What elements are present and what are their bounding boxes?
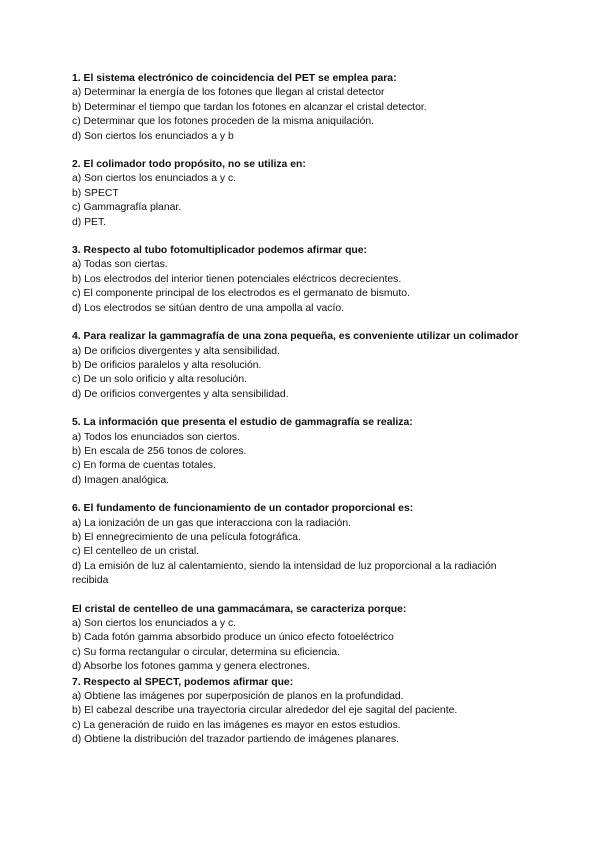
answer-option-a: a) Son ciertos los enunciados a y c. [72,173,237,185]
answer-option-a: a) Todas son ciertas. [72,259,168,271]
question-title: 3. Respecto al tubo fotomultiplicador podemos afirmar que: [72,245,368,257]
answer-option-a: a) La ionización de un gas que interacciona con la radiación. [72,517,351,529]
question-6 [72,502,532,588]
answer-option-c: c) El centelleo de un cristal. [72,546,200,558]
answer-option-a: a) Son ciertos los enunciados a y c. [72,618,237,629]
answer-option-b: b) El cabezal describe una trayectoria circular alrededor del eje sagital del paciente. [72,705,458,717]
question-4 [72,330,532,402]
answer-option-c: c) La generación de ruido en las imágenes es mayor en estos estudios. [72,719,401,731]
question-1 [72,72,532,144]
answer-option-c: c) Determinar que los fotones proceden de la misma aniquilación. [72,116,375,128]
answer-option-b: b) En escala de 256 tonos de colores. [72,445,247,457]
answer-option-b: b) SPECT [72,187,119,199]
answer-option-d: d) De orificios convergentes y alta sensibilidad. [72,388,289,400]
answer-option-c: c) De un solo orificio y alta resolución. [72,374,247,386]
answer-option-c: c) En forma de cuentas totales. [72,460,216,472]
answer-option-d: d) Absorbe los fotones gamma y genera electrones. [72,661,310,673]
answer-option-a: a) De orificios divergentes y alta sensibilidad. [72,345,280,357]
answer-option-c: c) Su forma rectangular o circular, determina su eficiencia. [72,646,340,658]
question-7 [72,676,532,748]
answer-option-b: b) El ennegrecimiento de una película fotográfica. [72,531,301,543]
question-title: 5. La información que presenta el estudio de gammagrafía se realiza: [72,417,413,429]
answer-option-d: d) Son ciertos los enunciados a y b [72,130,234,142]
answer-option-d: d) La emisión de luz al calentamiento, siendo la intensidad de luz proporcional a la radiación recibida [72,560,497,587]
answer-option-c: c) Gammagrafía planar. [72,202,182,214]
answer-option-d: d) Imagen analógica. [72,474,170,486]
answer-option-b: b) De orificios paralelos y alta resolución. [72,359,262,371]
answer-option-d: d) Obtiene la distribución del trazador partiendo de imágenes planares. [72,734,399,746]
question-scintillation-crystal [72,603,532,675]
question-2 [72,158,532,230]
question-title: 7. Respecto al SPECT, podemos afirmar que: [72,676,294,688]
answer-option-a: a) Todos los enunciados son ciertos. [72,431,240,443]
answer-option-b: b) Cada fotón gamma absorbido produce un único efecto fotoeléctrico [72,632,394,644]
answer-option-b: b) Los electrodos del interior tienen potenciales eléctricos decrecientes. [72,273,402,285]
answer-option-a: a) Determinar la energía de los fotones que llegan al cristal detector [72,87,385,99]
answer-option-b: b) Determinar el tiempo que tardan los fotones en alcanzar el cristal detector. [72,101,427,113]
question-title: 6. El fundamento de funcionamiento de un contador proporcional es: [72,503,414,515]
question-title: 2. El colimador todo propósito, no se utiliza en: [72,159,306,171]
answer-option-c: c) El componente principal de los electrodos es el germanato de bismuto. [72,288,410,300]
question-title: 4. Para realizar la gammagrafía de una zona pequeña, es conveniente utilizar un colimador [72,331,519,343]
question-title: 1. El sistema electrónico de coincidencia del PET se emplea para: [72,73,397,84]
exam-document [72,72,532,762]
question-5 [72,416,532,488]
answer-option-d: d) PET. [72,216,107,228]
question-3 [72,244,532,316]
answer-option-d: d) Los electrodos se sitúan dentro de una ampolla al vacío. [72,302,345,314]
answer-option-a: a) Obtiene las imágenes por superposición de planos en la profundidad. [72,691,404,703]
question-title: El cristal de centelleo de una gammacámara, se caracteriza porque: [72,603,407,615]
